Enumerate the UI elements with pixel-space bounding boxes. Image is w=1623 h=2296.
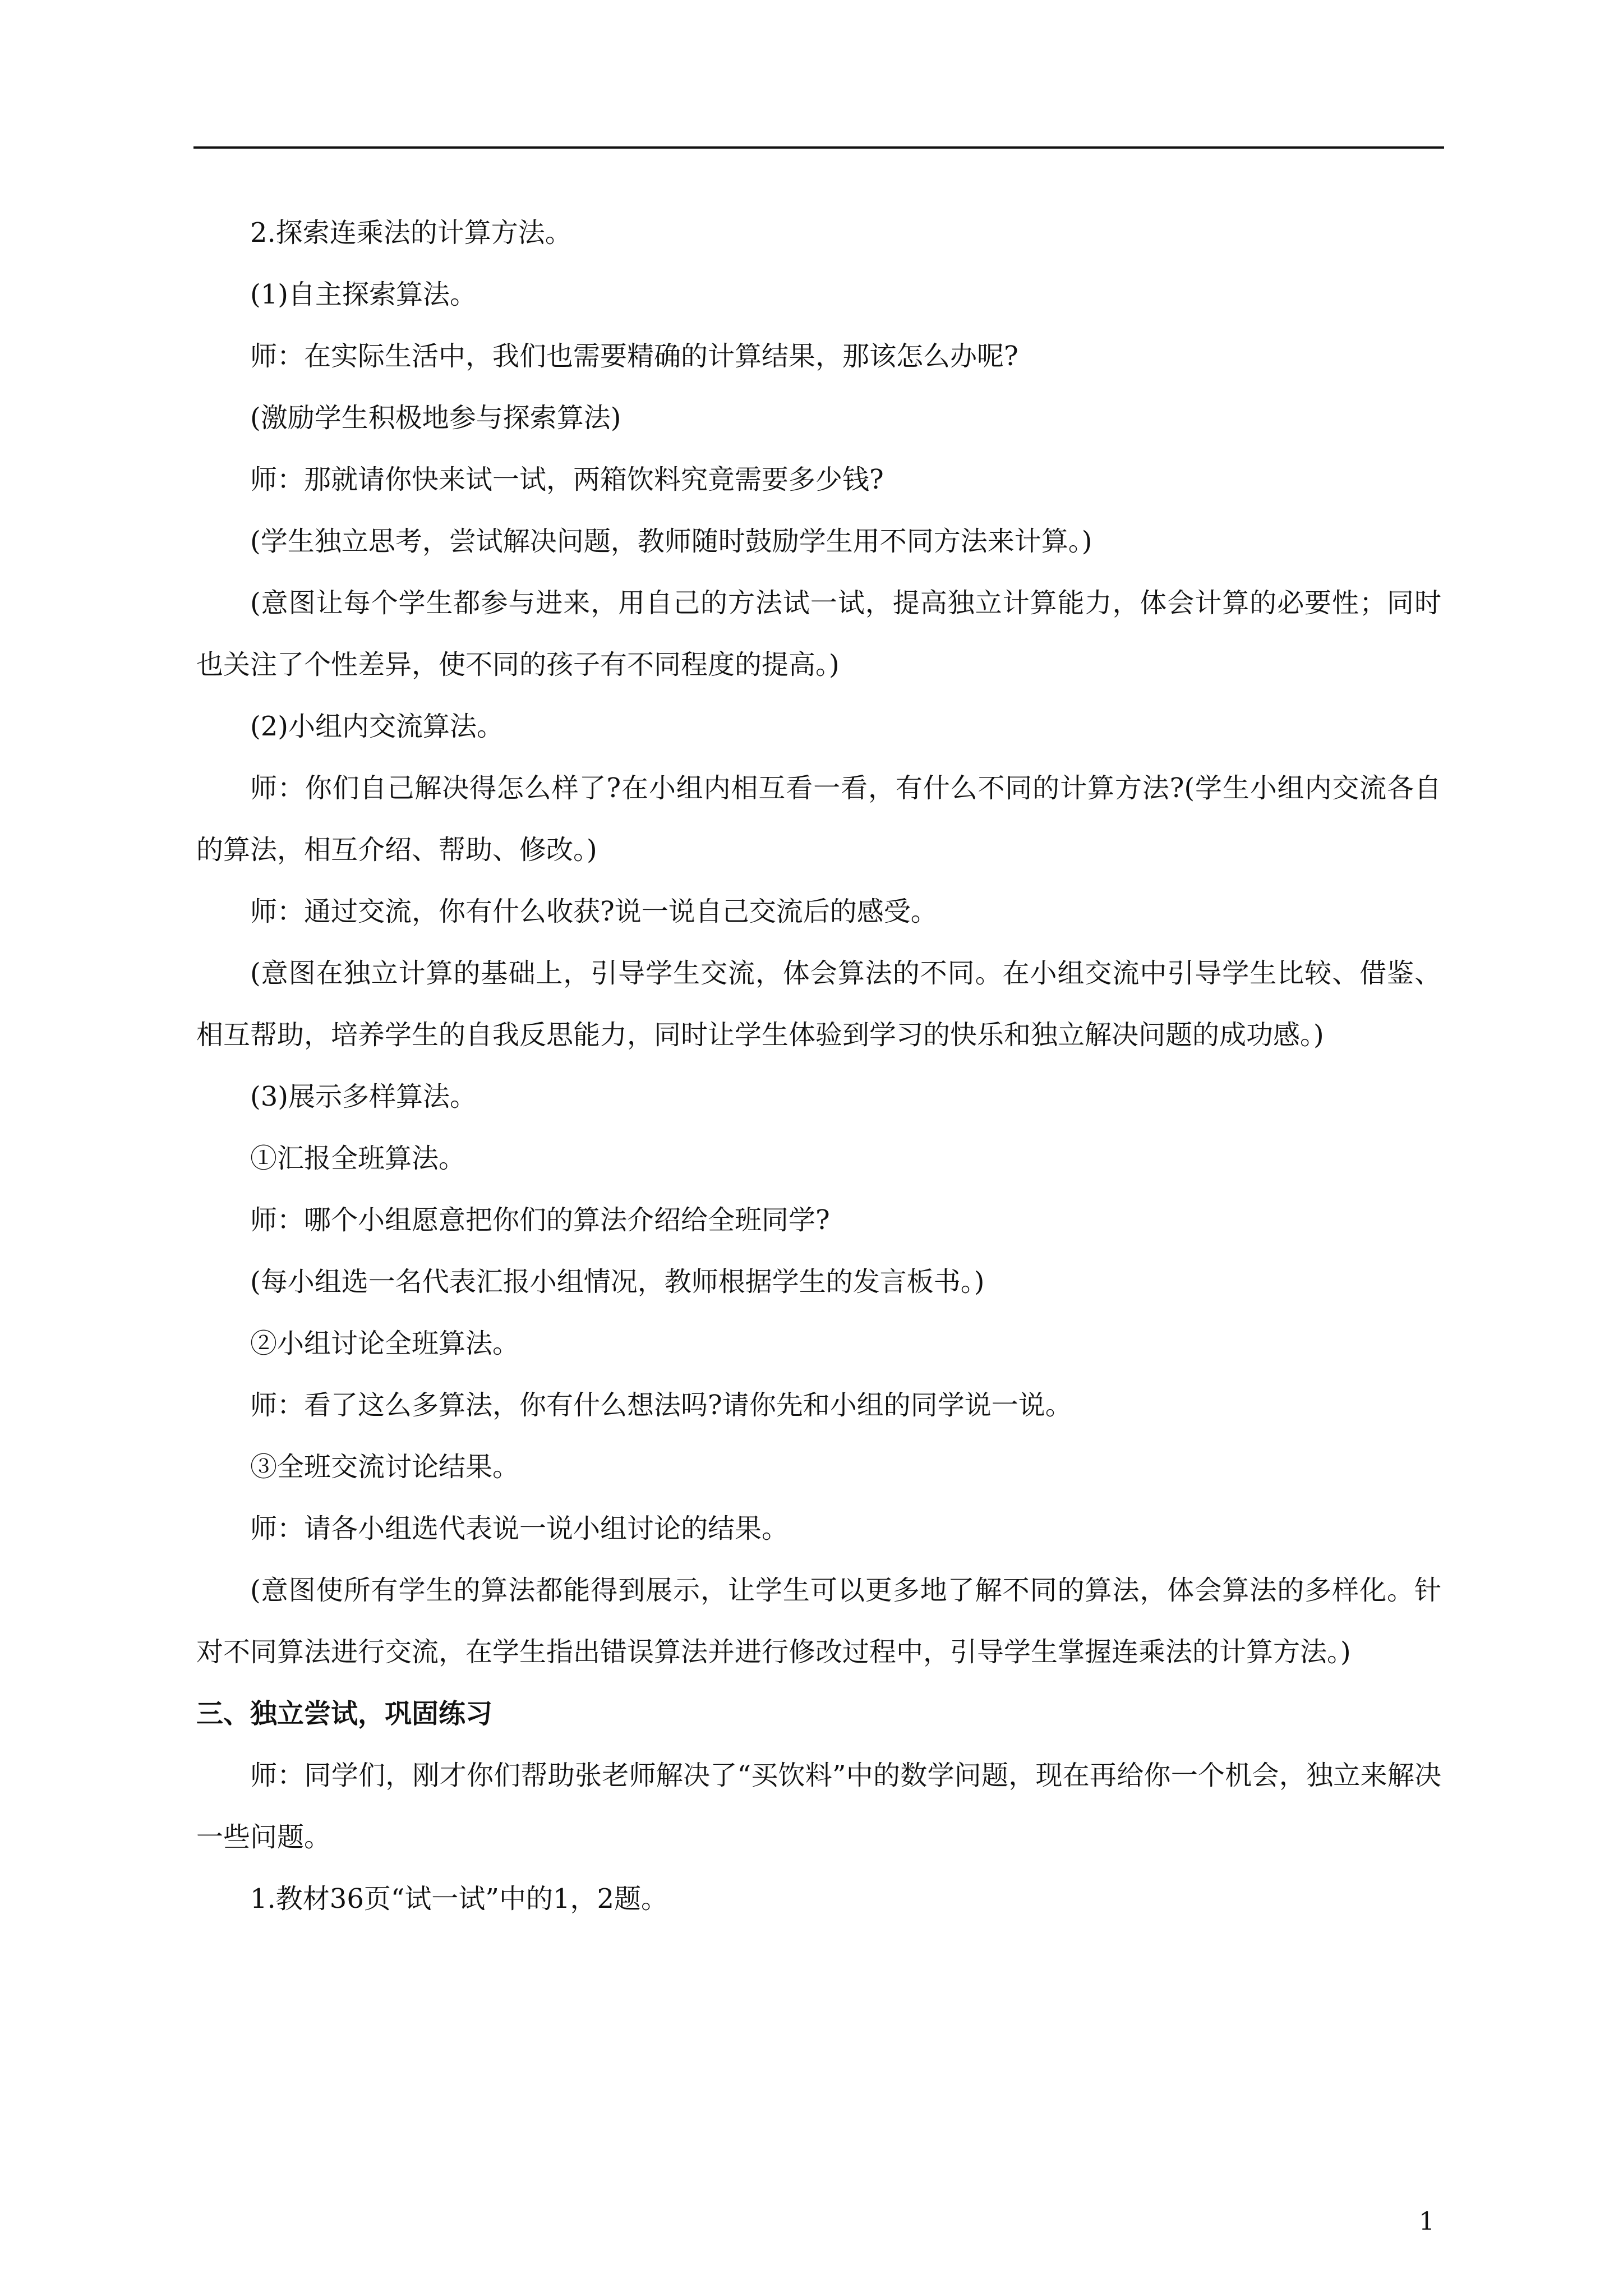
header-rule — [193, 146, 1444, 149]
paragraph: 师：那就请你快来试一试，两箱饮料究竟需要多少钱? — [250, 464, 884, 495]
paragraph: (学生独立思考，尝试解决问题，教师随时鼓励学生用不同方法来计算。) — [250, 526, 1092, 557]
paragraph: 师：看了这么多算法，你有什么想法吗?请你先和小组的同学说一说。 — [250, 1389, 1072, 1421]
paragraph: 师：通过交流，你有什么收获?说一说自己交流后的感受。 — [250, 896, 938, 927]
paragraph: 师：在实际生活中，我们也需要精确的计算结果，那该怎么办呢? — [250, 341, 1018, 372]
paragraph: 师：请各小组选代表说一说小组讨论的结果。 — [250, 1513, 789, 1544]
paragraph: (每小组选一名代表汇报小组情况，教师根据学生的发言板书。) — [250, 1266, 985, 1297]
paragraph: (意图使所有学生的算法都能得到展示，让学生可以更多地了解不同的算法，体会算法的多样化。针对不同算法进行交流，在学生指出错误算法并进行修改过程中，引导学生掌握连乘法的计算方法。) — [196, 1575, 1441, 1668]
paragraph: (激励学生积极地参与探索算法) — [250, 402, 621, 434]
paragraph: ②小组讨论全班算法。 — [250, 1328, 520, 1359]
paragraph: ①汇报全班算法。 — [250, 1143, 466, 1174]
paragraph: 1.教材36页“试一试”中的1，2题。 — [250, 1883, 668, 1915]
paragraph: 2.探索连乘法的计算方法。 — [250, 217, 572, 249]
paragraph: (意图让每个学生都参与进来，用自己的方法试一试，提高独立计算能力，体会计算的必要性；同时也关注了个性差异，使不同的孩子有不同程度的提高。) — [196, 587, 1441, 680]
paragraph: (2)小组内交流算法。 — [250, 711, 504, 742]
paragraph: (3)展示多样算法。 — [250, 1081, 477, 1112]
paragraph: 师：你们自己解决得怎么样了?在小组内相互看一看，有什么不同的计算方法?(学生小组内交流各自的算法，相互介绍、帮助、修改。) — [196, 772, 1441, 866]
paragraph: 师：哪个小组愿意把你们的算法介绍给全班同学? — [250, 1204, 830, 1236]
paragraph: (意图在独立计算的基础上，引导学生交流，体会算法的不同。在小组交流中引导学生比较、借鉴、相互帮助，培养学生的自我反思能力，同时让学生体验到学习的快乐和独立解决问题的成功感。) — [196, 958, 1441, 1051]
page-number: 1 — [1419, 2207, 1435, 2236]
paragraph: 师：同学们，刚才你们帮助张老师解决了“买饮料”中的数学问题，现在再给你一个机会，独立来解决一些问题。 — [196, 1760, 1441, 1853]
document-body — [196, 202, 1441, 1930]
section-heading: 三、独立尝试，巩固练习 — [196, 1698, 493, 1729]
paragraph: (1)自主探索算法。 — [250, 279, 477, 310]
paragraph: ③全班交流讨论结果。 — [250, 1451, 520, 1483]
